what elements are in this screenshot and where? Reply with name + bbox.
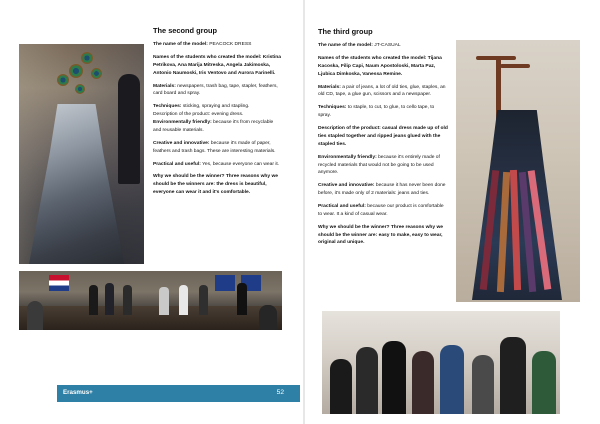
description-paragraph: Description of the product: casual dress made up of old ties stapled together and ripped jeans glued with the stapled ties. (318, 126, 448, 147)
eco-paragraph: Environmentally friendly: because it's entirely made of recycled materials that would not be going to be used anymore. (318, 154, 440, 176)
materials-paragraph: Materials: newspapers, trash bag, tape, stapler, feathers, card board and spray. (153, 83, 278, 97)
students-paragraph: Names of the students who created the model: Kristina Petrikova, Ana Marija Mitreska, Angela Jakimoska, Antonio Naumoski, Iris Ventovo and Aurora Farinelli. (153, 54, 282, 76)
footer-bar (57, 385, 300, 402)
practical-paragraph: Practical and useful: because our product is comfortable to wear. It a kind of casual wear. (318, 204, 444, 217)
description-paragraph: Description of the product: evening dress. (153, 112, 244, 118)
winner-paragraph: Why we should be the winner? Three reasons why we should be the winners are: the dress is beautiful, everyone can wear it and it's comfortable. (153, 174, 279, 196)
page-number: 52 (276, 389, 284, 396)
practical-paragraph: Practical and useful: Yes, because everyone can wear it. (153, 161, 280, 167)
winner-paragraph: Why we should be the winner? Three reasons why we should be the winner are: easy to make, easy to wear, original and unique. (318, 224, 444, 246)
materials-paragraph: Materials: a pair of jeans, a lot of old ties, glue, staples, an old CD, tape, a glue gun, scissors and a newspaper. (318, 84, 446, 98)
eco-paragraph: Environmentally friendly: because it's from recyclable and reusable materials. (153, 119, 274, 133)
techniques-paragraph: Techniques: to staple, to cut, to glue, to cello tape, to spray. (318, 105, 435, 119)
model-name-paragraph: The name of the model: JT-CASUAL (318, 43, 401, 48)
erasmus-brand: Erasmus+ (63, 389, 93, 396)
third-group-text (318, 42, 448, 252)
third-group-event-photo (322, 311, 560, 414)
second-group-heading: The second group (153, 26, 218, 35)
creative-paragraph: Creative and innovative: because it's made of paper, feathers and trash bags. These are interesting materials. (153, 140, 276, 154)
students-paragraph: Names of the students who created the model: Tijana Kacoska, Filip Capi, Naum Apostoloski, Marta Paz, Ljubica Dimkoska, Vanessa Remine. (318, 55, 442, 77)
techniques-paragraph: Techniques: sticking, spraying and stapling. (153, 104, 250, 110)
page-gutter (303, 0, 305, 424)
second-group-event-photo (19, 271, 282, 330)
model-name-paragraph: The name of the model: PEACOCK DRESS (153, 42, 252, 47)
jt-casual-dress-photo (456, 40, 580, 302)
creative-paragraph: Creative and innovative: because it has never been done before, it's made only of 2 materials: jeans and ties. (318, 183, 446, 197)
peacock-dress-photo (19, 44, 144, 264)
third-group-heading: The third group (318, 27, 373, 36)
second-group-text (153, 41, 281, 202)
